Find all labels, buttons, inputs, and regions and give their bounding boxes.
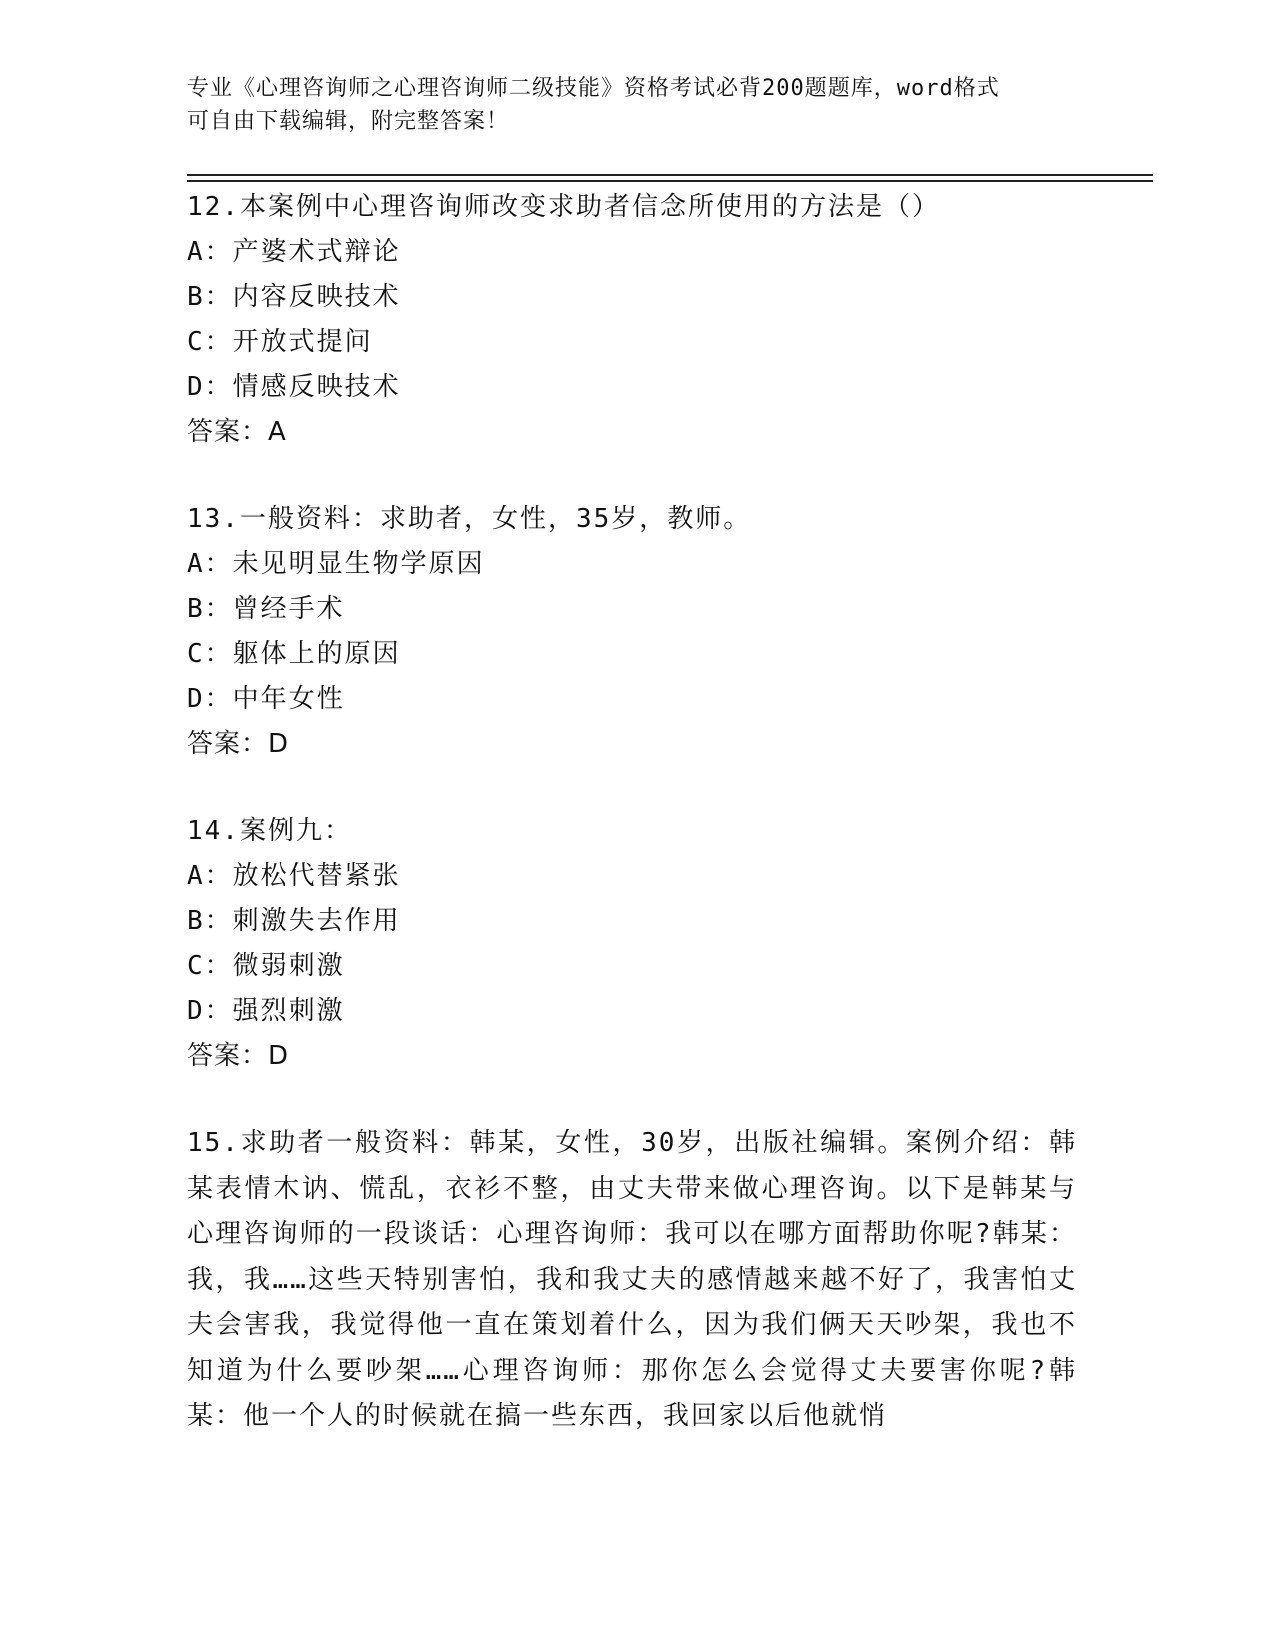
header-divider-bottom (187, 180, 1153, 182)
option-a: A：未见明显生物学原因 (187, 549, 485, 579)
question-15-paragraph: 15.求助者一般资料：韩某，女性，30岁，出版社编辑。案例介绍：韩某表情木讷、慌乱，衣衫不整，由丈夫带来做心理咨询。以下是韩某与心理咨询师的一段谈话：心理咨询师：我可以在哪方面帮助你呢?韩某：我，我……这些天特别害怕，我和我丈夫的感情越来越不好了，我害怕丈夫会害我，我觉得他一直在策划着什么，因为我们俩天天吵架，我也不知道为什么要吵架……心理咨询师：那你怎么会觉得丈夫要害你呢?韩某：他一个人的时候就在搞一些东西，我回家以后他就悄 (187, 1128, 1077, 1431)
answer-line: 答案：D (187, 729, 290, 759)
question-list (187, 185, 1077, 1440)
option-c: C：开放式提问 (187, 327, 373, 357)
option-c: C：躯体上的原因 (187, 639, 401, 669)
question-13 (187, 497, 1077, 767)
answer-line: 答案：D (187, 1041, 290, 1071)
option-a: A：放松代替紧张 (187, 861, 401, 891)
option-c: C：微弱刺激 (187, 951, 345, 981)
option-b: B：刺激失去作用 (187, 906, 401, 936)
header-divider-top (187, 174, 1153, 176)
option-b: B：曾经手术 (187, 594, 345, 624)
option-b: B：内容反映技术 (187, 282, 401, 312)
option-d: D：中年女性 (187, 684, 345, 714)
question-stem: 13.一般资料：求助者，女性，35岁，教师。 (187, 504, 752, 534)
header-line-2: 可自由下载编辑，附完整答案！ (187, 109, 510, 134)
option-d: D：情感反映技术 (187, 372, 401, 402)
question-stem: 12.本案例中心理咨询师改变求助者信念所使用的方法是（） (187, 192, 940, 222)
header-line-1: 专业《心理咨询师之心理咨询师二级技能》资格考试必背200题题库，word格式 (187, 76, 1000, 101)
answer-line: 答案：A (187, 417, 287, 447)
option-d: D：强烈刺激 (187, 996, 345, 1026)
question-14 (187, 809, 1077, 1079)
document-header (187, 72, 1087, 138)
question-stem: 14.案例九： (187, 816, 352, 846)
question-12 (187, 185, 1077, 455)
option-a: A：产婆术式辩论 (187, 237, 401, 267)
